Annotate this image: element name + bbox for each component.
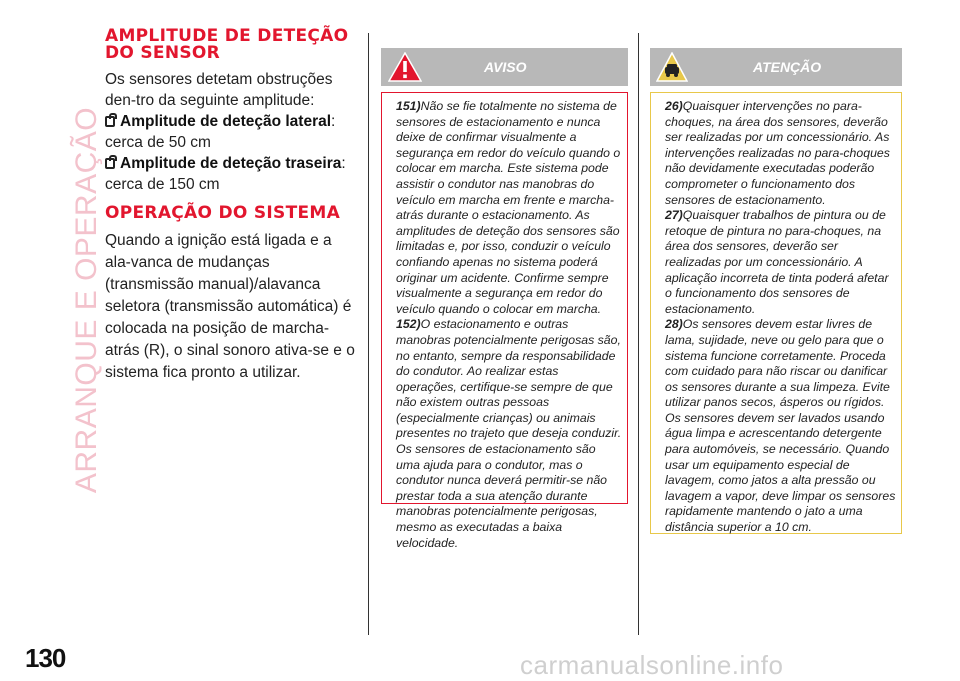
page-number: 130 — [25, 643, 66, 673]
warning-triangle-icon — [388, 52, 422, 82]
bullet-value: cerca de 50 cm — [105, 134, 211, 151]
note-number: 27) — [665, 208, 683, 223]
column-divider — [368, 33, 369, 635]
bullet-lateral: Amplitude de deteção lateral : — [105, 111, 357, 132]
bullet-rear: Amplitude de deteção traseira : — [105, 153, 357, 174]
main-text-column — [105, 28, 357, 384]
aviso-box — [381, 92, 628, 550]
site-watermark: carmanualsonline.info — [520, 650, 784, 680]
heading-line-2: DO SENSOR — [105, 43, 221, 63]
aviso-title: AVISO — [484, 59, 527, 75]
atencao-header — [650, 48, 902, 86]
bullet-value: cerca de 150 cm — [105, 176, 220, 193]
side-title-text: ARRANQUE E OPERAÇÃO — [70, 106, 103, 494]
bullet-marker-icon — [105, 116, 115, 127]
bullet-label: Amplitude de deteção lateral — [120, 113, 332, 130]
note-number: 26) — [665, 99, 683, 113]
note-text: Os sensores devem estar livres de lama, sujidade, neve ou gelo para que o sistema funcione corretamente. Proceda com cuidado para não riscar ou danificar os sensores durante a sua limpeza. Evite utilizar panos secos, ásperos ou rígidos. Os sensores devem ser lavados usando água limpa e acrescentando detergente para automóveis, se necessário. Quando usar um equipamento especial de lavagem, como jatos a alta pressão ou lavagem a vapor, deve limpar os sensores rapidamente mantendo o jato a uma distância superior a 10 cm. — [665, 317, 896, 535]
aviso-item-151 — [396, 99, 622, 317]
atencao-box — [650, 92, 902, 534]
atencao-title: ATENÇÃO — [753, 59, 822, 75]
atencao-item-26 — [665, 99, 896, 208]
bullet-label: Amplitude de deteção traseira — [120, 155, 342, 172]
heading-detection-range — [105, 28, 357, 62]
intro-paragraph: Os sensores detetam obstruções den-tro da seguinte amplitude: — [105, 71, 333, 109]
note-text: Não se fie totalmente no sistema de sensores de estacionamento e nunca deixe de confirmar visualmente a segurança em redor do veículo quando o colocar em marcha. Este sistema pode assistir o condutor nas manobras do veículo em marcha em frente e marcha-atrás durante o estacionamento. As amplitudes de deteção dos sensores são limitadas e, por isso, conduzir o veículo confiando apenas no sistema poderá originar um acidente. Confirme sempre visualmente a segurança em redor do veículo quando o colocar em marcha. — [396, 99, 621, 316]
car-skid-icon — [656, 52, 688, 82]
heading-line-1: AMPLITUDE DE DETEÇÃO — [105, 26, 349, 46]
note-text: Quaisquer trabalhos de pintura ou de retoque de pintura no para-choques, na área dos sensores, deverão ser realizadas por um concessionário. A aplicação incorreta de tinta poderá afetar o funcionamento dos sensores de estacionamento. — [665, 208, 889, 316]
aviso-header — [381, 48, 628, 86]
aviso-item-152 — [396, 317, 622, 551]
note-number: 28) — [665, 317, 683, 332]
heading-system-operation: OPERAÇÃO DO SISTEMA — [105, 203, 341, 223]
bullet-marker-icon — [105, 158, 115, 169]
column-divider — [638, 33, 639, 635]
note-number: 151) — [396, 99, 421, 113]
atencao-item-27 — [665, 208, 896, 317]
atencao-item-28 — [665, 317, 896, 535]
note-text: Quaisquer intervenções no para-choques, na área dos sensores, deverão ser realizadas por um concessionário. As intervenções realizadas no para-choques não devidamente executadas poderão comprometer o funcionamento dos sensores de estacionamento. — [665, 99, 890, 207]
note-number: 152) — [396, 317, 421, 332]
note-text: O estacionamento e outras manobras potencialmente perigosas são, no entanto, sempre da responsabilidade do condutor. Ao realizar estas operações, certifique-se sempre de que não existem outras pessoas (especialmente crianças) ou animais presentes no trajeto que deseja conduzir. Os sensores de estacionamento são uma ajuda para o condutor, mas o condutor nunca deverá permitir-se não prestar toda a sua atenção durante manobras potencialmente perigosas, mesmo as executadas a baixa velocidade. — [396, 317, 622, 550]
operation-paragraph: Quando a ignição está ligada e a ala-vanca de mudanças (transmissão manual)/alavanca seletora (transmissão automática) é colocada na posição de marcha-atrás (R), o sinal sonoro ativa-se e o sistema fica pronto a utilizar. — [105, 232, 355, 381]
